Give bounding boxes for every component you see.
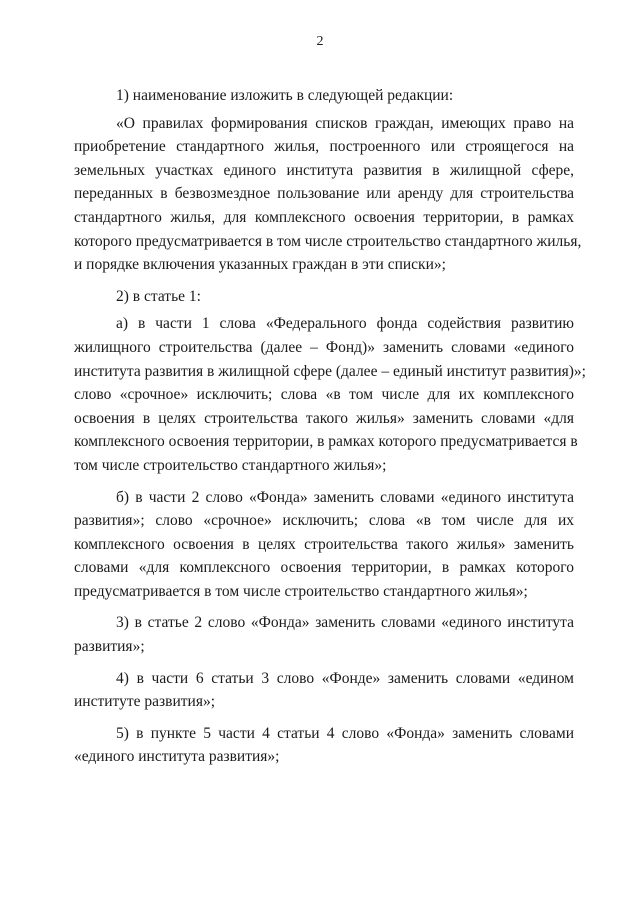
text-line: комплексного освоения в целях строительства такого жилья» заменить <box>74 535 574 553</box>
text-line: комплексного освоения территории, в рамках которого предусматривается в <box>74 433 578 451</box>
text-line: том числе строительство стандартного жилья»; <box>74 456 387 474</box>
paragraph-item-4 <box>74 667 574 714</box>
text-line: и порядке включения указанных граждан в эти списки»; <box>74 256 446 274</box>
text-line: земельных участках единого института развития в жилищной сфере, <box>74 161 574 179</box>
text-line: 4) в части 6 статьи 3 слово «Фонде» заменить словами «едином <box>116 669 574 687</box>
text-line: 1) наименование изложить в следующей редакции: <box>116 87 454 104</box>
text-line: приобретение стандартного жилья, построенного или строящегося на <box>74 138 574 156</box>
text-line: института развития в жилищной сфере (далее – единый институт развития)»; <box>74 362 586 380</box>
text-line: «О правилах формирования списков граждан, имеющих право на <box>116 114 574 132</box>
text-line: которого предусматривается в том числе строительство стандартного жилья, <box>74 232 582 250</box>
text-line: 5) в пункте 5 части 4 статьи 4 слово «Фонда» заменить словами <box>116 724 574 742</box>
text-line: а) в части 1 слова «Федерального фонда содействия развитию <box>116 315 574 333</box>
text-line: жилищного строительства (далее – Фонд)» заменить словами «единого <box>74 338 574 356</box>
text-line: стандартного жилья, для комплексного освоения территории, в рамках <box>74 208 574 226</box>
document-body <box>74 84 586 777</box>
text-line: развития»; <box>74 638 145 656</box>
text-line: предусматривается в том числе строительство стандартного жилья»; <box>74 582 528 600</box>
paragraph-subitem-a <box>74 312 586 477</box>
text-line: освоения в целях строительства такого жилья» заменить словами «для <box>74 409 574 427</box>
paragraph-subitem-b <box>74 486 574 604</box>
text-line: слово «срочное» исключить; слова «в том числе для их комплексного <box>74 386 574 404</box>
text-line: словами «для комплексного освоения территории, в рамках которого <box>74 559 574 577</box>
page-number: 2 <box>316 34 324 49</box>
paragraph-item-3 <box>74 611 574 658</box>
paragraph-item-5 <box>74 722 574 769</box>
text-line: «единого института развития»; <box>74 748 280 766</box>
paragraph-title-quote <box>74 112 582 277</box>
text-line: б) в части 2 слово «Фонда» заменить словами «единого института <box>116 488 574 506</box>
text-line: развития»; слово «срочное» исключить; слова «в том числе для их <box>74 512 574 530</box>
paragraph-item-1 <box>74 84 574 108</box>
text-line: переданных в безвозмездное пользование или аренду для строительства <box>74 185 574 203</box>
text-line: институте развития»; <box>74 693 216 711</box>
text-line: 3) в статье 2 слово «Фонда» заменить словами «единого института <box>116 614 574 632</box>
paragraph-item-2 <box>74 285 574 309</box>
text-line: 2) в статье 1: <box>116 287 201 305</box>
